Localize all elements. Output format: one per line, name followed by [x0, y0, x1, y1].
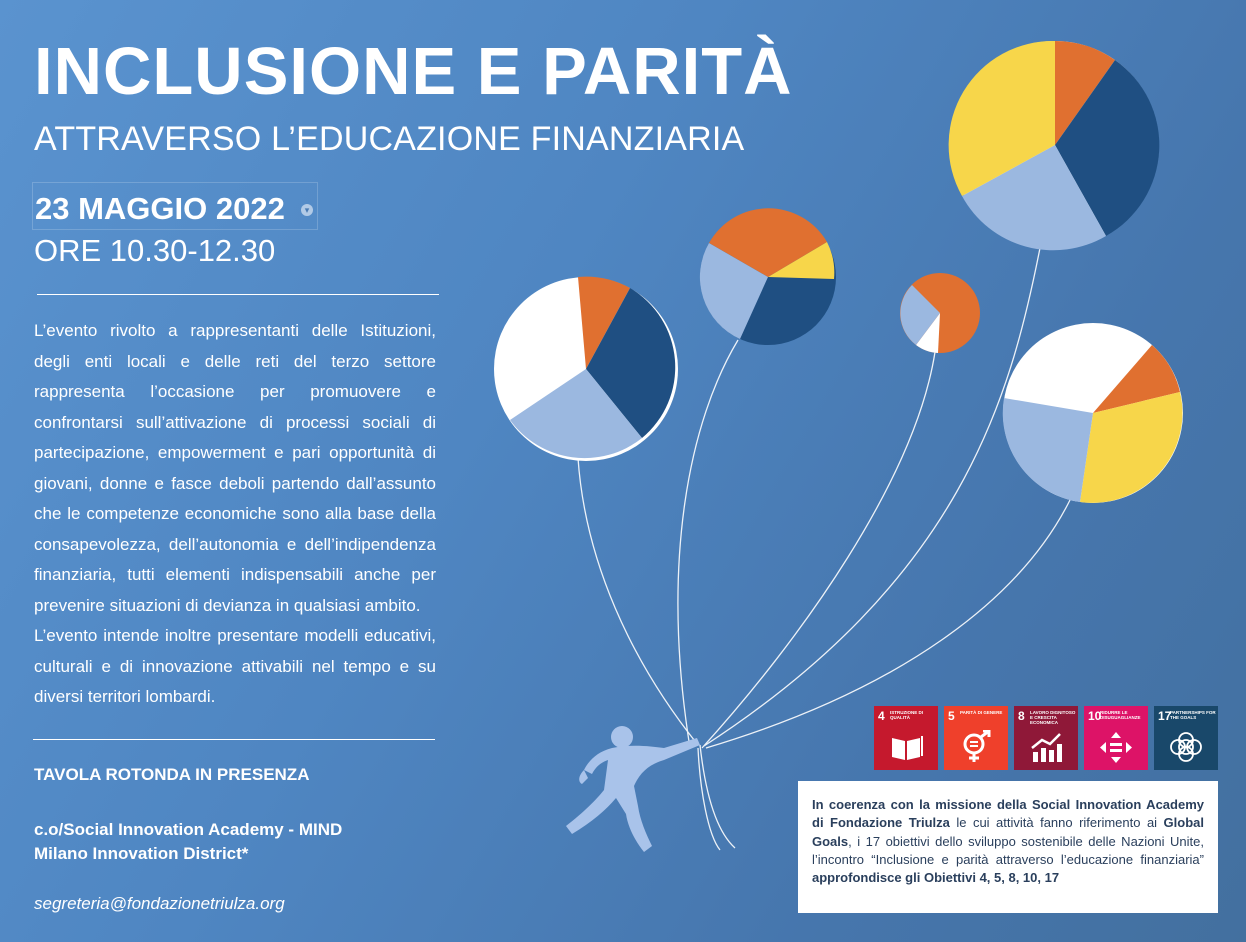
balloon-large-top-right	[949, 41, 1160, 250]
contact-email-link[interactable]: segreteria@fondazionetriulza.org	[34, 894, 285, 913]
gender-equality-icon	[958, 730, 994, 764]
event-title: INCLUSIONE E PARITÀ	[34, 34, 793, 109]
info-outro: approfondisce gli Obiettivi 4, 5, 8, 10, 17	[812, 870, 1060, 886]
balloon-middle	[700, 208, 836, 345]
info-text: le cui attività fanno riferimento ai	[949, 815, 1164, 831]
sdg-info-box	[798, 781, 1218, 913]
info-intro: In coerenza con la missione della Social Innovation Academy di Fondazione Triulza	[812, 797, 1204, 831]
sdg-tile-17	[1154, 706, 1218, 770]
sdg-tile-5	[944, 706, 1008, 770]
partnership-rings-icon	[1168, 730, 1204, 764]
sdg-number: 4	[878, 709, 885, 723]
sdg-label: ISTRUZIONE DI QUALITÀ	[890, 710, 924, 720]
sdg-tile-8	[1014, 706, 1078, 770]
sdg-number: 17	[1158, 709, 1172, 723]
sdg-label: PARITÀ DI GENERE	[960, 710, 1003, 715]
sdg-tile-10	[1084, 706, 1148, 770]
info-goals: Global Goals	[812, 815, 1204, 849]
chevron-down-icon[interactable]: ▾	[301, 204, 313, 216]
sdg-number: 5	[948, 709, 955, 723]
sdg-label: LAVORO DIGNITOSO E CRESCITA ECONOMICA	[1030, 710, 1076, 725]
equality-arrows-icon	[1098, 730, 1134, 764]
sdg-number: 10	[1088, 709, 1102, 723]
event-time: ORE 10.30-12.30	[34, 233, 276, 268]
balloon-left	[494, 277, 678, 461]
jumping-figure-silhouette	[566, 726, 700, 852]
venue-line: Milano Innovation District*	[34, 844, 249, 863]
sdg-label: PARTNERSHIPS FOR THE GOALS	[1170, 710, 1216, 720]
book-icon	[888, 730, 924, 764]
info-text: , i 17 obiettivi dello sviluppo sostenibile delle Nazioni Unite, l’incontro “Inclusione e parità attraverso l’educazione finanziaria”	[812, 833, 1204, 867]
balloon-small	[900, 273, 980, 353]
sdg-label: RIDURRE LE DISUGUAGLIANZE	[1100, 710, 1141, 720]
event-format: TAVOLA ROTONDA IN PRESENZA	[34, 765, 310, 784]
description-paragraph: L’evento intende inoltre presentare modelli educativi, culturali e di innovazione attivabili nel tempo e su diversi territori lombardi.	[34, 626, 436, 706]
event-date: 23 MAGGIO 2022	[35, 191, 285, 226]
growth-chart-icon	[1028, 730, 1064, 764]
venue-line: c.o/Social Innovation Academy - MIND	[34, 820, 343, 839]
description-paragraph: L’evento rivolto a rappresentanti delle Istituzioni, degli enti locali e delle reti del terzo settore rappresenta l’occasione per promuovere e confrontarsi sull’attivazione di processi sociali di partecipazione, empowerment e pari opportunità di giovani, donne e fasce deboli partendo dall’assunto che le competenze economiche sono alla base della consapevolezza, dell’autonomia e dell’indipendenza finanziaria, tutti elementi indispensabili anche per prevenire situazioni di devianza in qualsiasi ambito.	[34, 321, 436, 615]
sdg-number: 8	[1018, 709, 1025, 723]
sdg-tile-4	[874, 706, 938, 770]
balloon-right	[1003, 323, 1183, 503]
event-subtitle: ATTRAVERSO L’EDUCAZIONE FINANZIARIA	[34, 120, 745, 158]
